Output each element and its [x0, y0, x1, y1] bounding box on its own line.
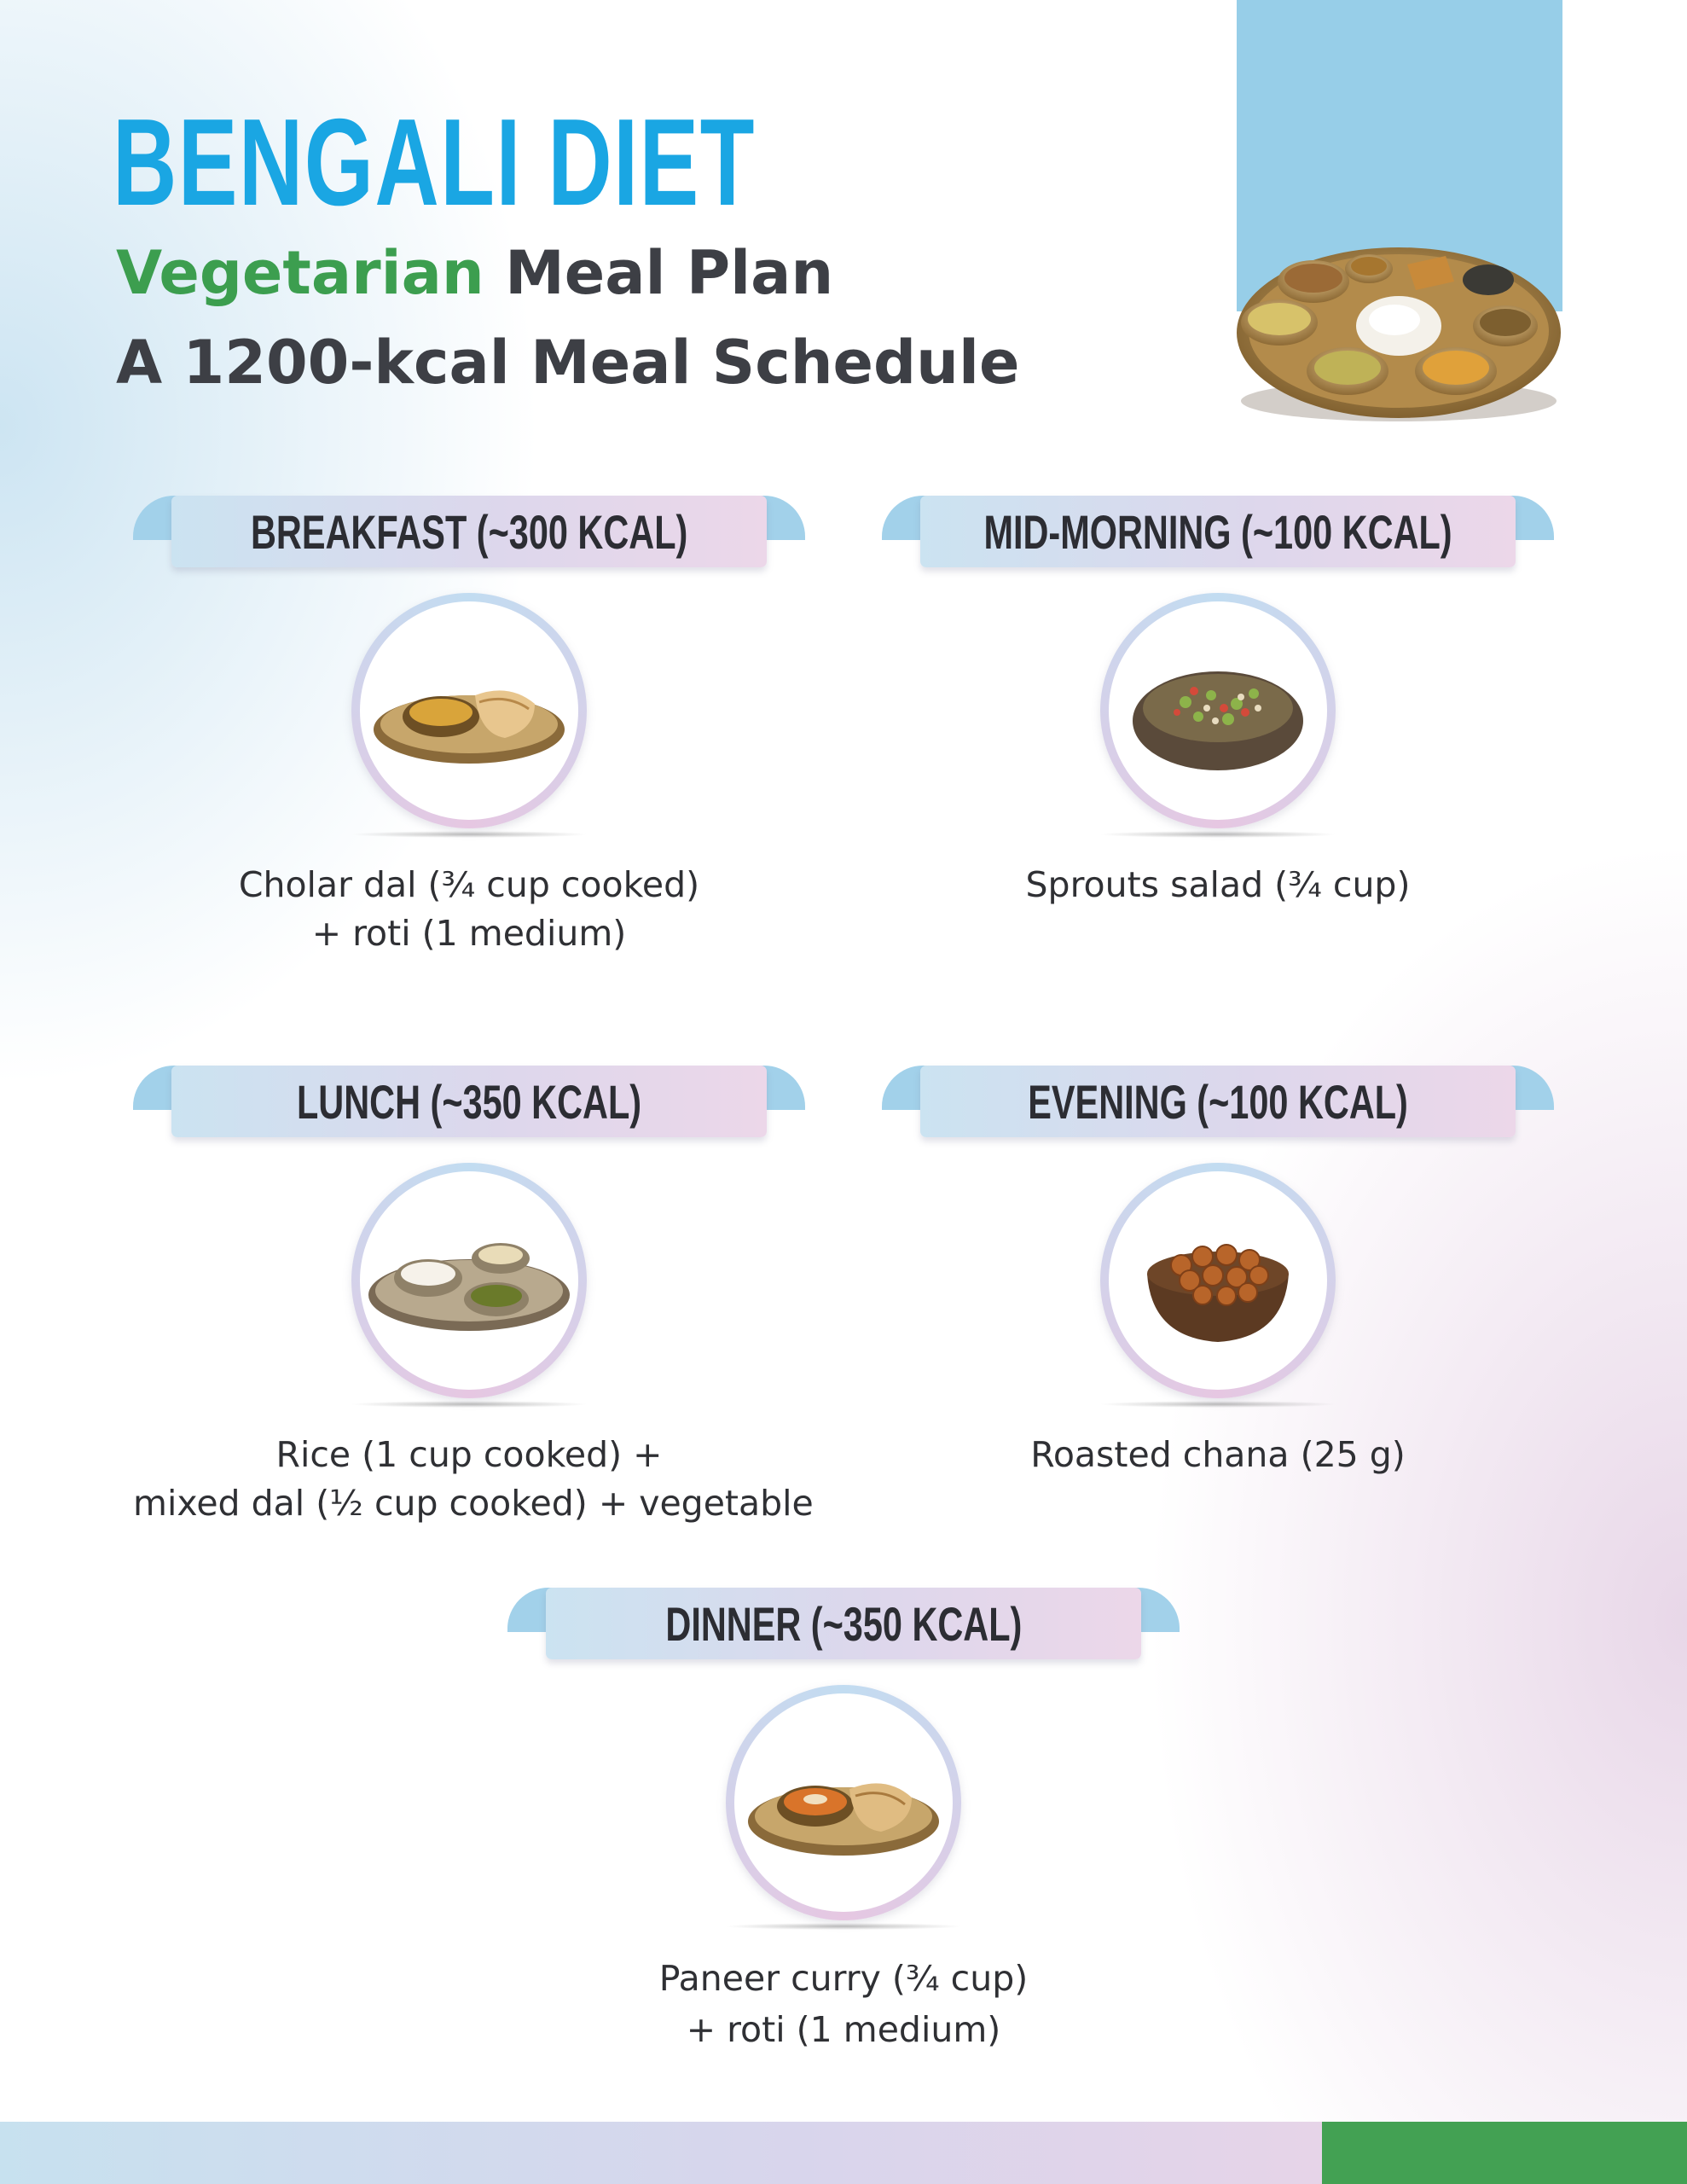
meal-banner: [133, 1066, 805, 1137]
subtitle-rest: Meal Plan: [505, 238, 834, 308]
meal-line-2: + roti (1 medium): [686, 2009, 1001, 2050]
rice-dal-thali-icon: [360, 1171, 578, 1390]
meal-mid-morning: [882, 496, 1554, 973]
meal-lunch: [133, 1066, 814, 1543]
meal-banner: [882, 496, 1554, 567]
meal-plate-frame: [1100, 1163, 1336, 1398]
meal-line-2: mixed dal (½ cup cooked) + vegetable: [133, 1483, 814, 1524]
meal-description: [882, 861, 1554, 909]
meal-description: [133, 1431, 814, 1528]
meal-label: LUNCH (~350 KCAL): [296, 1074, 642, 1129]
meal-label: EVENING (~100 KCAL): [1028, 1074, 1408, 1129]
subtitle-accent: Vegetarian: [116, 238, 484, 308]
roasted-chana-bowl-icon: [1109, 1171, 1327, 1390]
meal-description: [507, 1953, 1180, 2055]
paneer-curry-roti-plate-icon: [734, 1693, 953, 1912]
meal-plate-frame: [726, 1685, 961, 1920]
sprouts-salad-bowl-icon: [1109, 601, 1327, 820]
meal-line-1: Sprouts salad (¾ cup): [1025, 864, 1411, 905]
meal-line-1: Cholar dal (¾ cup cooked): [238, 864, 700, 905]
thali-image: [1232, 230, 1565, 435]
footer-bar: [0, 2122, 1322, 2184]
meal-description: [882, 1431, 1554, 1479]
meal-banner: [133, 496, 805, 567]
page-title: BENGALI DIET: [113, 93, 756, 231]
meal-description: [133, 861, 805, 958]
meal-plate-frame: [1100, 593, 1336, 828]
dal-roti-plate-icon: [360, 601, 578, 820]
meal-plate-frame: [351, 1163, 587, 1398]
meal-label: DINNER (~350 KCAL): [665, 1596, 1022, 1651]
meal-line-1: Paneer curry (¾ cup): [658, 1958, 1029, 1999]
footer-accent: [1322, 2122, 1687, 2184]
meal-line-1: Rice (1 cup cooked) +: [275, 1434, 663, 1475]
meal-label: MID-MORNING (~100 KCAL): [983, 504, 1452, 559]
meal-label: BREAKFAST (~300 KCAL): [250, 504, 688, 559]
meal-line-2: + roti (1 medium): [311, 913, 627, 954]
meal-evening: [882, 1066, 1554, 1543]
meal-dinner: [507, 1588, 1180, 2065]
meal-banner: [507, 1588, 1180, 1659]
meal-breakfast: [133, 496, 805, 973]
page-subtitle: [116, 235, 833, 311]
meal-line-1: Roasted chana (25 g): [1030, 1434, 1406, 1475]
meal-plate-frame: [351, 593, 587, 828]
schedule-heading: A 1200-kcal Meal Schedule: [116, 328, 1020, 398]
meal-banner: [882, 1066, 1554, 1137]
